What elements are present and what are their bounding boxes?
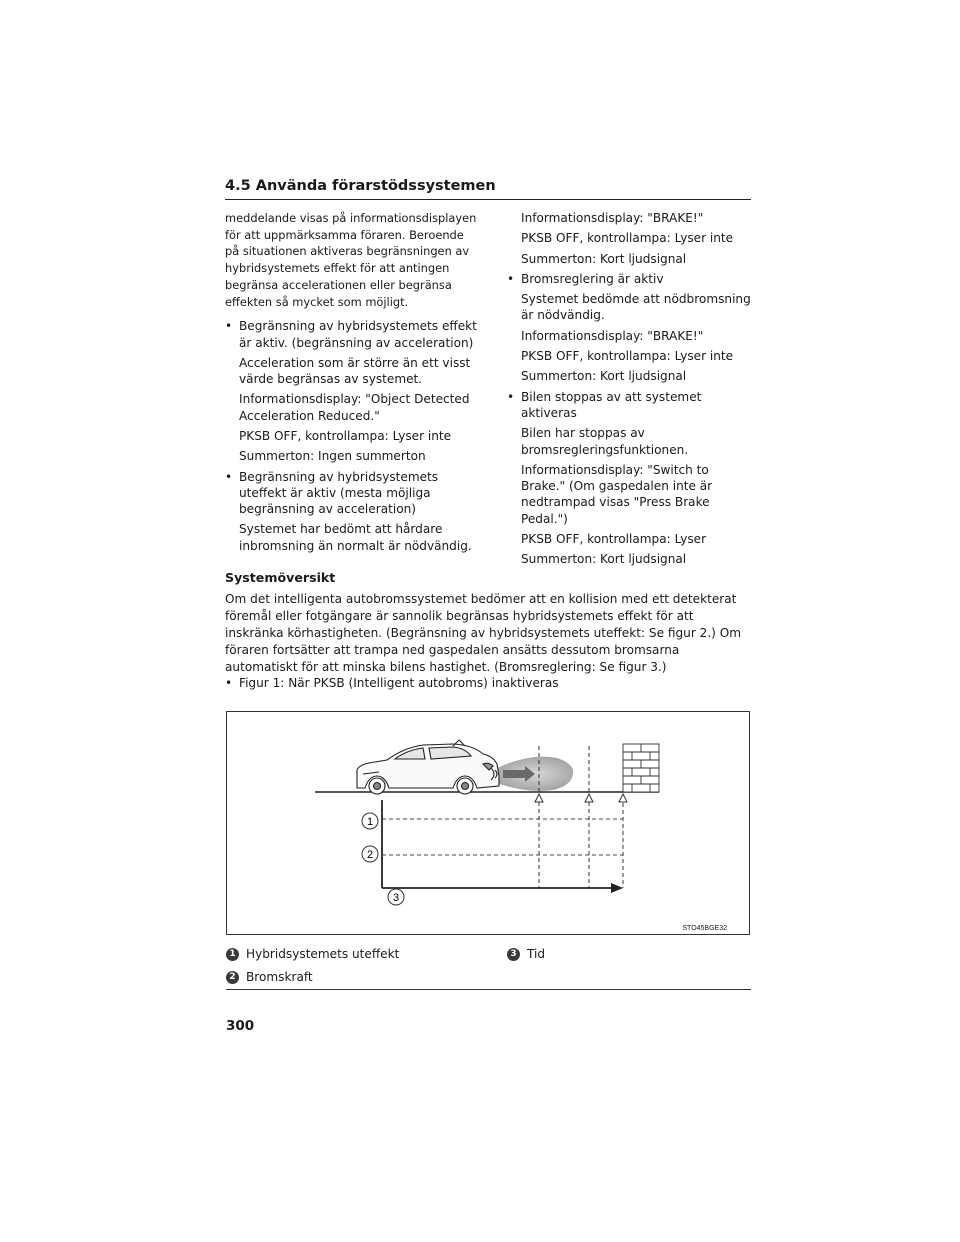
legend-divider <box>226 989 751 990</box>
marker-triangle <box>535 794 543 802</box>
legend-badge: 1 <box>226 948 239 961</box>
item-buzzer: Summerton: Kort ljudsignal <box>521 251 687 266</box>
legend-label: Hybridsystemets uteffekt <box>246 947 400 961</box>
item-buzzer: Summerton: Ingen summerton <box>239 449 426 464</box>
bullet-dot: • <box>225 319 233 334</box>
item-title: Begränsning av hybridsystemets effekt är aktiv. (begränsning av acceleration) <box>239 319 477 350</box>
bullet-dot: • <box>225 469 233 484</box>
item-indicator-lamp: PKSB OFF, kontrollampa: Lyser inte <box>521 349 734 364</box>
item-description: Acceleration som är större än ett visst värde begränsas av systemet. <box>239 355 471 387</box>
legend-item-2 <box>226 970 313 984</box>
wall-icon <box>623 744 659 792</box>
marker-triangle <box>585 794 593 802</box>
bullet-dot: • <box>225 676 233 690</box>
item-indicator-lamp: PKSB OFF, kontrollampa: Lyser <box>521 532 707 547</box>
legend-badge: 2 <box>226 971 239 984</box>
item-display-message: Informationsdisplay: "BRAKE!" <box>521 328 704 343</box>
item-display-message: Informationsdisplay: "Switch to Brake." (Om gaspedalen inte är nedtrampad visas "Press Brake Pedal.") <box>521 462 713 526</box>
item-description: Bilen har stoppas av bromsregleringsfunktionen. <box>521 426 689 457</box>
item-buzzer: Summerton: Kort ljudsignal <box>521 369 687 384</box>
marker-triangle <box>619 794 627 802</box>
item-title: Bilen stoppas av att systemet aktiveras <box>521 389 702 420</box>
callout-1-label: 1 <box>366 816 374 828</box>
page-number: 300 <box>226 1018 255 1034</box>
list-item <box>507 271 753 385</box>
item-display-message: Informationsdisplay: "BRAKE!" <box>521 211 704 225</box>
list-item-continued <box>507 210 753 267</box>
callout-3-label: 3 <box>392 892 400 904</box>
item-display-message: Informationsdisplay: "Object Detected Acceleration Reduced." <box>239 392 470 423</box>
item-indicator-lamp: PKSB OFF, kontrollampa: Lyser inte <box>521 231 734 246</box>
bullet-dot: • <box>507 389 515 404</box>
overview-paragraph: Om det intelligenta autobromssystemet bedömer att en kollision med ett detekterat föremål eller fotgängare är sannolik begränsas hybridsystemets effekt för att inskränka körhastigheten. (Begränsning av hybridsystemets uteffekt: Se figur 2.) Om föraren fortsätter att trampa ned gaspedalen ansätts dessutom bromsarna automatiskt för att minska bilens hastighet. (Bromsreglering: Se figur 3.) <box>225 592 742 675</box>
figure-caption: Figur 1: När PKSB (Intelligent autobroms) inaktiveras <box>239 676 559 690</box>
list-item <box>507 389 753 568</box>
figure-code: STO45BGE32 <box>682 925 727 932</box>
list-item <box>225 318 477 464</box>
legend-badge: 3 <box>507 948 520 961</box>
item-title: Begränsning av hybridsystemets uteffekt är aktiv (mesta möjliga begränsning av acceleration) <box>239 469 439 517</box>
legend-item-1 <box>226 947 399 961</box>
item-indicator-lamp: PKSB OFF, kontrollampa: Lyser inte <box>239 429 452 443</box>
time-arrow <box>611 883 623 893</box>
figure-bullet <box>225 676 755 690</box>
legend-label: Tid <box>527 947 546 961</box>
item-title: Bromsreglering är aktiv <box>521 271 664 286</box>
legend-label: Bromskraft <box>246 970 313 984</box>
legend-item-3 <box>507 947 545 961</box>
subsection-heading: Systemöversikt <box>225 570 336 585</box>
list-item <box>225 469 477 554</box>
diagram-svg <box>227 712 749 934</box>
section-title: 4.5 Använda förarstödssystemen <box>225 178 496 194</box>
item-description: Systemet har bedömt att hårdare inbromsning än normalt är nödvändig. <box>239 522 472 553</box>
car-icon <box>357 740 499 794</box>
left-column <box>225 210 477 554</box>
intro-paragraph: meddelande visas på informationsdisplayen för att uppmärksamma föraren. Beroende på situationen aktiveras begränsningen av hybridsystemets effekt för att antingen begränsa accelerationen eller begränsa effekten så mycket som möjligt. <box>225 211 477 309</box>
section-divider <box>225 199 751 200</box>
callout-2-label: 2 <box>366 849 374 861</box>
right-column <box>507 210 753 568</box>
figure-diagram <box>226 711 750 935</box>
bullet-dot: • <box>507 271 515 286</box>
item-description: Systemet bedömde att nödbromsning är nödvändig. <box>521 292 751 323</box>
item-buzzer: Summerton: Kort ljudsignal <box>521 552 687 567</box>
